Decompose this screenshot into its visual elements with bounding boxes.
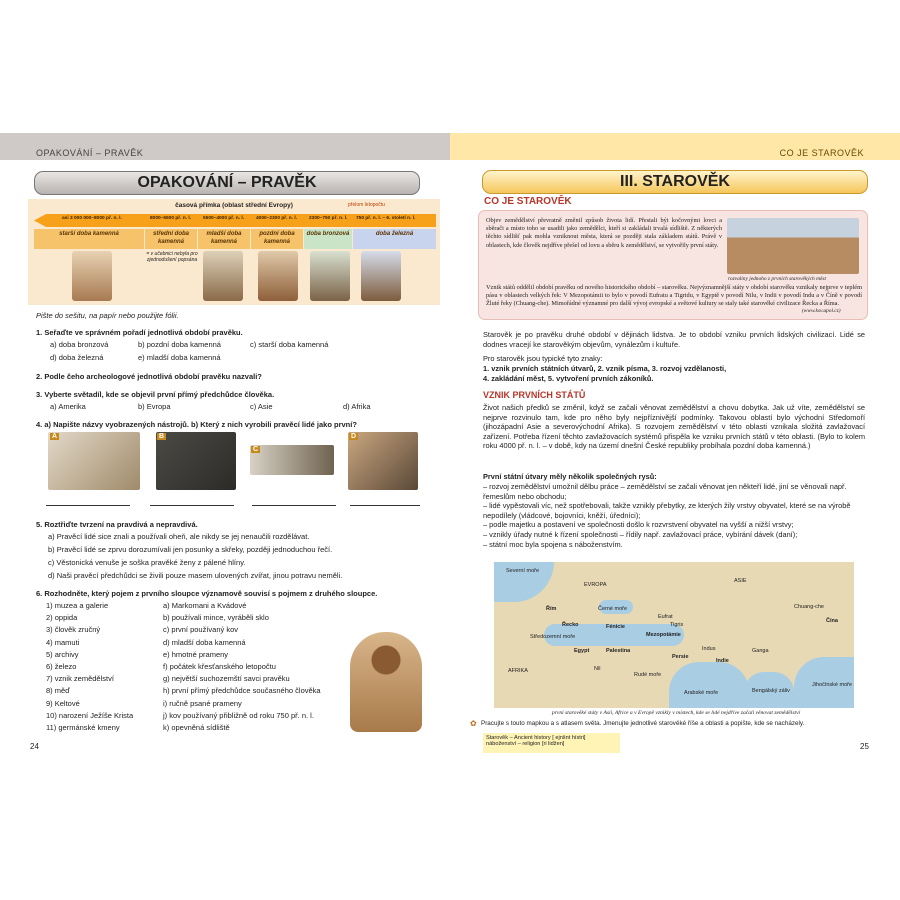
feature-item: – podle majetku a postavení ve společnosti došlo k rozvrstvení obyvatel na vyšší a nižší vrstvy; xyxy=(483,520,794,530)
paragraph-vznik: Život našich předků se změnil, když se začali věnovat zemědělství a chovu dobytka. Jak už víte, zemědělství se nejprve rozvinulo tam, kde pro něho byly nejpříznivější podmínky. Takovou oblastí bylo východní Středomoří (jihozápadní Asie a severovýchodní Afrika). S rozvojem zemědělství v této oblasti vznikala složitá zavlažovací zařízení. Potřeba řízení těchto zavlažovacích systémů přispěla ke vzniku prvních států v této oblasti. (Bylo to kolem roku 4000 př. n. l. – v době, kdy na území dnešní České republiky probíhala pozdní doba kamenná.) xyxy=(483,403,865,451)
period-bronze: doba bronzová xyxy=(304,229,352,249)
map-label: Palestina xyxy=(606,648,631,654)
q6-col1-item: 8) měď xyxy=(46,686,70,696)
q3-option: b) Evropa xyxy=(138,402,171,411)
intro-paragraph-1: Objev zemědělství převratně změnil způsob života lidí. Přestali být kočovnými lovci a sběrači a místo toho se usadili jako zemědělci, kteří si zakládali trvalá sídliště. Z některých těchto sídlišť pak mohla vzniknout města, která se později stala základem států. Právě v oblastech, kde člověk nejdříve přešel od lovu a sběru k zemědělství, se vytvořily první státy. xyxy=(486,217,722,249)
timeline-date: 5500–4000 př. n. l. xyxy=(203,216,245,221)
q6-col2-item: e) hmotné prameny xyxy=(163,649,229,659)
q6-col1-item: 5) archivy xyxy=(46,649,79,659)
tool-label: B xyxy=(159,433,165,440)
q6-col2-item: b) používali mince, vyráběli sklo xyxy=(163,613,269,623)
timeline-title: časová přímka (oblast střední Evropy) xyxy=(175,202,293,209)
map-label: Tigris xyxy=(670,622,684,628)
features-list xyxy=(483,482,865,549)
caveman-figure xyxy=(72,251,112,301)
timeline-date: 4000–2300 př. n. l. xyxy=(256,216,298,221)
q1-option: b) pozdní doba kamenná xyxy=(138,340,221,349)
source-credit: (www.ksv.upol.cz) xyxy=(802,308,841,314)
q6-col1-item: 4) mamuti xyxy=(46,637,80,647)
q5-item: c) Věstonická venuše je soška pravěké ženy z pálené hlíny. xyxy=(48,558,246,567)
feature-item: – státní moc byla spojena s náboženstvím. xyxy=(483,539,623,549)
map-label: Severní moře xyxy=(506,568,540,574)
map-label: AFRIKA xyxy=(508,668,528,674)
map-label: Řecko xyxy=(562,622,579,628)
answer-line xyxy=(252,505,336,506)
q6-col2-item: j) kov používaný přibližně od roku 750 př. n. l. xyxy=(163,710,314,720)
q6-column-2 xyxy=(163,600,353,734)
feature-item: – vznikly úřady nutné k řízení společnosti – řídily např. zavlažovací práce, vybírání dávek (daní); xyxy=(483,529,798,539)
feature-item: – rozvoj zemědělství umožnil dělbu práce – zemědělství se začali věnovat jen někteří lidé, jiní se věnovali např. řemeslům nebo obchodu; xyxy=(483,482,847,501)
tool-label: C xyxy=(253,446,259,453)
right-header-text: CO JE STAROVĚK xyxy=(779,148,864,158)
answer-line xyxy=(350,505,420,506)
map-label: Fénicie xyxy=(606,624,625,630)
q6-col1-item: 3) člověk zručný xyxy=(46,625,101,635)
timeline-date: asi 3 000 000–8000 př. n. l. xyxy=(62,216,122,221)
period-paleolithic: starší doba kamenná xyxy=(34,229,144,249)
page-number-left: 24 xyxy=(30,742,39,751)
tool-image-c xyxy=(250,445,334,475)
tool-image-a xyxy=(48,432,140,490)
period-neolithic: mladší doba kamenná xyxy=(198,229,250,249)
vocabulary-box xyxy=(483,733,620,753)
tool-image-d xyxy=(348,432,418,490)
tool-image-b xyxy=(156,432,236,490)
left-page-header xyxy=(0,133,450,160)
map-label: Bengálský záliv xyxy=(752,688,790,694)
map-task: Pracujte s touto mapkou a s atlasem světa. Jmenujte jednotlivé starověké říše a oblasti a popište, kde se nacházely. xyxy=(481,720,805,727)
map-caption: první starověké státy v Asii, Africe a v Evropě vznikly v místech, kde se lidé nejdříve začali věnovat zemědělství xyxy=(551,710,801,716)
q6-col1-item: 7) vznik zemědělství xyxy=(46,674,114,684)
q6-col1-item: 10) narození Ježíše Krista xyxy=(46,710,134,720)
potter-figure xyxy=(258,251,298,301)
caveman-illustration xyxy=(350,632,422,732)
q6-col1-item: 2) oppida xyxy=(46,613,78,623)
map-label: Chuang-che xyxy=(794,604,824,610)
page-number-right: 25 xyxy=(860,742,869,751)
paragraph-znaky: Pro starověk jsou typické tyto znaky: xyxy=(483,354,603,363)
answer-line xyxy=(150,505,234,506)
timeline-date: 750 př. n. l. – 6. století n. l. xyxy=(356,216,416,221)
section-title-co-je-starovek: CO JE STAROVĚK xyxy=(484,196,572,207)
map-label: Černé moře xyxy=(598,606,628,612)
iron-smith-figure xyxy=(361,251,401,301)
map-label: Eufrat xyxy=(658,614,673,620)
intro-paragraph-2: Vznik států oddělil období pravěku od nového historického období – starověku. Nejvýznamnější státy v období starověku vznikaly nejprve v teplém pásu v oblastech velkých řek: V Mezopotámii to bylo v povodí Eufratu a Tigridu, v Egyptě v povodí Nilu, v Indii v povodí Indu a v Číně v povodí Žluté řeky (Chuang-che). Mimořádné významné pro další vývoj evropské a světové kultury se staly také starověké civilizace Řecka a Říma. xyxy=(486,284,862,308)
q6-col2-item: a) Markomani a Kvádové xyxy=(163,601,247,610)
q6-col2-item: k) opevněná sídliště xyxy=(163,723,230,733)
left-header-text: OPAKOVÁNÍ – PRAVĚK xyxy=(36,148,144,158)
bronze-smith-figure xyxy=(310,251,350,301)
map-label: ASIE xyxy=(734,578,747,584)
map-label: Řím xyxy=(546,606,557,612)
q1-option: e) mladší doba kamenná xyxy=(138,353,221,362)
right-page-title: III. STAROVĚK xyxy=(482,170,868,194)
period-eneolithic: pozdní doba kamenná xyxy=(251,229,303,249)
ruins-caption: rozvaliny jednoho z prvních starověkých měst xyxy=(728,276,826,282)
feature-item: – lidé vypěstovali víc, než spotřebovali, takže vznikly přebytky, ze kterých žily vrstvy obyvatel, které se na výrobě nepodílely (vládcové, bojovníci, kněží, úředníci); xyxy=(483,501,851,520)
question-1: 1. Seřaďte ve správném pořadí jednotlivá období pravěku. xyxy=(36,328,243,337)
ancient-states-map xyxy=(494,562,854,708)
ruins-photo xyxy=(727,218,859,274)
left-page-title: OPAKOVÁNÍ – PRAVĚK xyxy=(34,171,420,195)
q3-option: d) Afrika xyxy=(343,402,371,411)
q6-col1-item: 11) germánské kmeny xyxy=(46,723,120,733)
timeline-date: 2300–750 př. n. l. xyxy=(309,216,348,221)
paragraph-znaky-list-1: 1. vznik prvních státních útvarů, 2. vznik písma, 3. rozvoj vzdělanosti, xyxy=(483,364,727,373)
vocab-item: Starověk – Ancient history [ ejnšnt hístri] xyxy=(486,735,586,741)
q5-item: a) Pravěcí lidé sice znali a používali oheň, ale nikdy se jej nenaučili rozdělávat. xyxy=(48,532,310,541)
question-4: 4. a) Napište názvy vyobrazených nástrojů. b) Který z nich vyrobili pravěcí lidé jako první? xyxy=(36,420,357,429)
tool-label: D xyxy=(351,433,357,440)
q5-item: b) Pravěcí lidé se zprvu dorozumívali jen posunky a skřeky, později jednoduchou řečí. xyxy=(48,545,333,554)
map-label: Indie xyxy=(716,658,729,664)
q6-col2-item: i) ručně psané prameny xyxy=(163,698,242,708)
map-label: Středozemní moře xyxy=(530,634,576,640)
timeline-date: 8000–5500 př. n. l. xyxy=(150,216,192,221)
question-6: 6. Rozhodněte, který pojem z prvního sloupce významově souvisí s pojmem z druhého sloupce. xyxy=(36,589,378,598)
neolithic-figure xyxy=(203,251,243,301)
map-label: Jihočínské moře xyxy=(812,682,853,688)
tool-label: A xyxy=(52,433,58,440)
map-label: EVROPA xyxy=(584,582,607,588)
period-iron: doba železná xyxy=(353,229,436,249)
q6-col2-item: h) první přímý předchůdce současného člověka xyxy=(163,686,321,696)
map-label: Indus xyxy=(702,646,716,652)
period-mesolithic: střední doba kamenná xyxy=(145,229,197,249)
question-3: 3. Vyberte světadíl, kde se objevil první přímý předchůdce člověka. xyxy=(36,390,275,399)
q1-option: d) doba železná xyxy=(50,353,104,362)
map-label: Arabské moře xyxy=(684,690,719,696)
q6-column-1 xyxy=(46,600,166,734)
timeline xyxy=(28,199,440,305)
right-page-header xyxy=(450,133,900,160)
map-label: Egypt xyxy=(574,648,590,654)
map-label: Ganga xyxy=(752,648,769,654)
map-sea xyxy=(669,662,749,708)
q3-option: a) Amerika xyxy=(50,402,86,411)
instruction: Pište do sešitu, na papír nebo použijte fólii. xyxy=(36,311,179,320)
map-label: Nil xyxy=(594,666,601,672)
q6-col2-item: d) mladší doba kamenná xyxy=(163,637,246,647)
section-title-vznik-statu: VZNIK PRVNÍCH STÁTŮ xyxy=(483,390,586,400)
q1-option: a) doba bronzová xyxy=(50,340,109,349)
q6-col1-item: 9) Keltové xyxy=(46,698,80,708)
vocab-item: náboženství – religion [ri lidžen] xyxy=(486,741,565,747)
leaf-icon: ✿ xyxy=(470,719,477,728)
q6-col1-item: 1) muzea a galerie xyxy=(46,601,109,610)
paragraph-starovek: Starověk je po pravěku druhé období v dějinách lidstva. Je to období vzniku prvních lidských civilizací. Lidé se dodnes vracejí ke starověkým objevům, vynálezům i kultuře. xyxy=(483,330,865,349)
q1-option: c) starší doba kamenná xyxy=(250,340,329,349)
q6-col1-item: 6) železo xyxy=(46,662,77,672)
paragraph-znaky-list-2: 4. zakládání měst, 5. vytvoření prvních zákoníků. xyxy=(483,374,654,383)
q6-col2-item: g) největší suchozemští savci pravěku xyxy=(163,674,290,684)
answer-line xyxy=(46,505,130,506)
map-label: Mezopotámie xyxy=(646,632,681,638)
question-2: 2. Podle čeho archeologové jednotlivá období pravěku nazvali? xyxy=(36,372,262,381)
paragraph-rysy: První státní útvary měly několik společných rysů: xyxy=(483,472,657,481)
question-5: 5. Roztřiďte tvrzení na pravdivá a nepravdivá. xyxy=(36,520,198,529)
map-label: Persie xyxy=(672,654,689,660)
q6-col2-item: f) počátek křesťanského letopočtu xyxy=(163,662,276,672)
q5-item: d) Naši pravěcí předchůdci se živili pouze masem ulovených zvířat, jinou potravu neměli. xyxy=(48,571,343,580)
q3-option: c) Asie xyxy=(250,402,273,411)
timeline-midnote: = v učebnici nebyla pro zjednodušení popsána xyxy=(146,251,198,263)
map-label: Rudé moře xyxy=(634,672,662,678)
timeline-note: přelom letopočtu xyxy=(348,202,385,208)
q6-col2-item: c) první používaný kov xyxy=(163,625,239,635)
map-label: Čína xyxy=(826,618,838,624)
